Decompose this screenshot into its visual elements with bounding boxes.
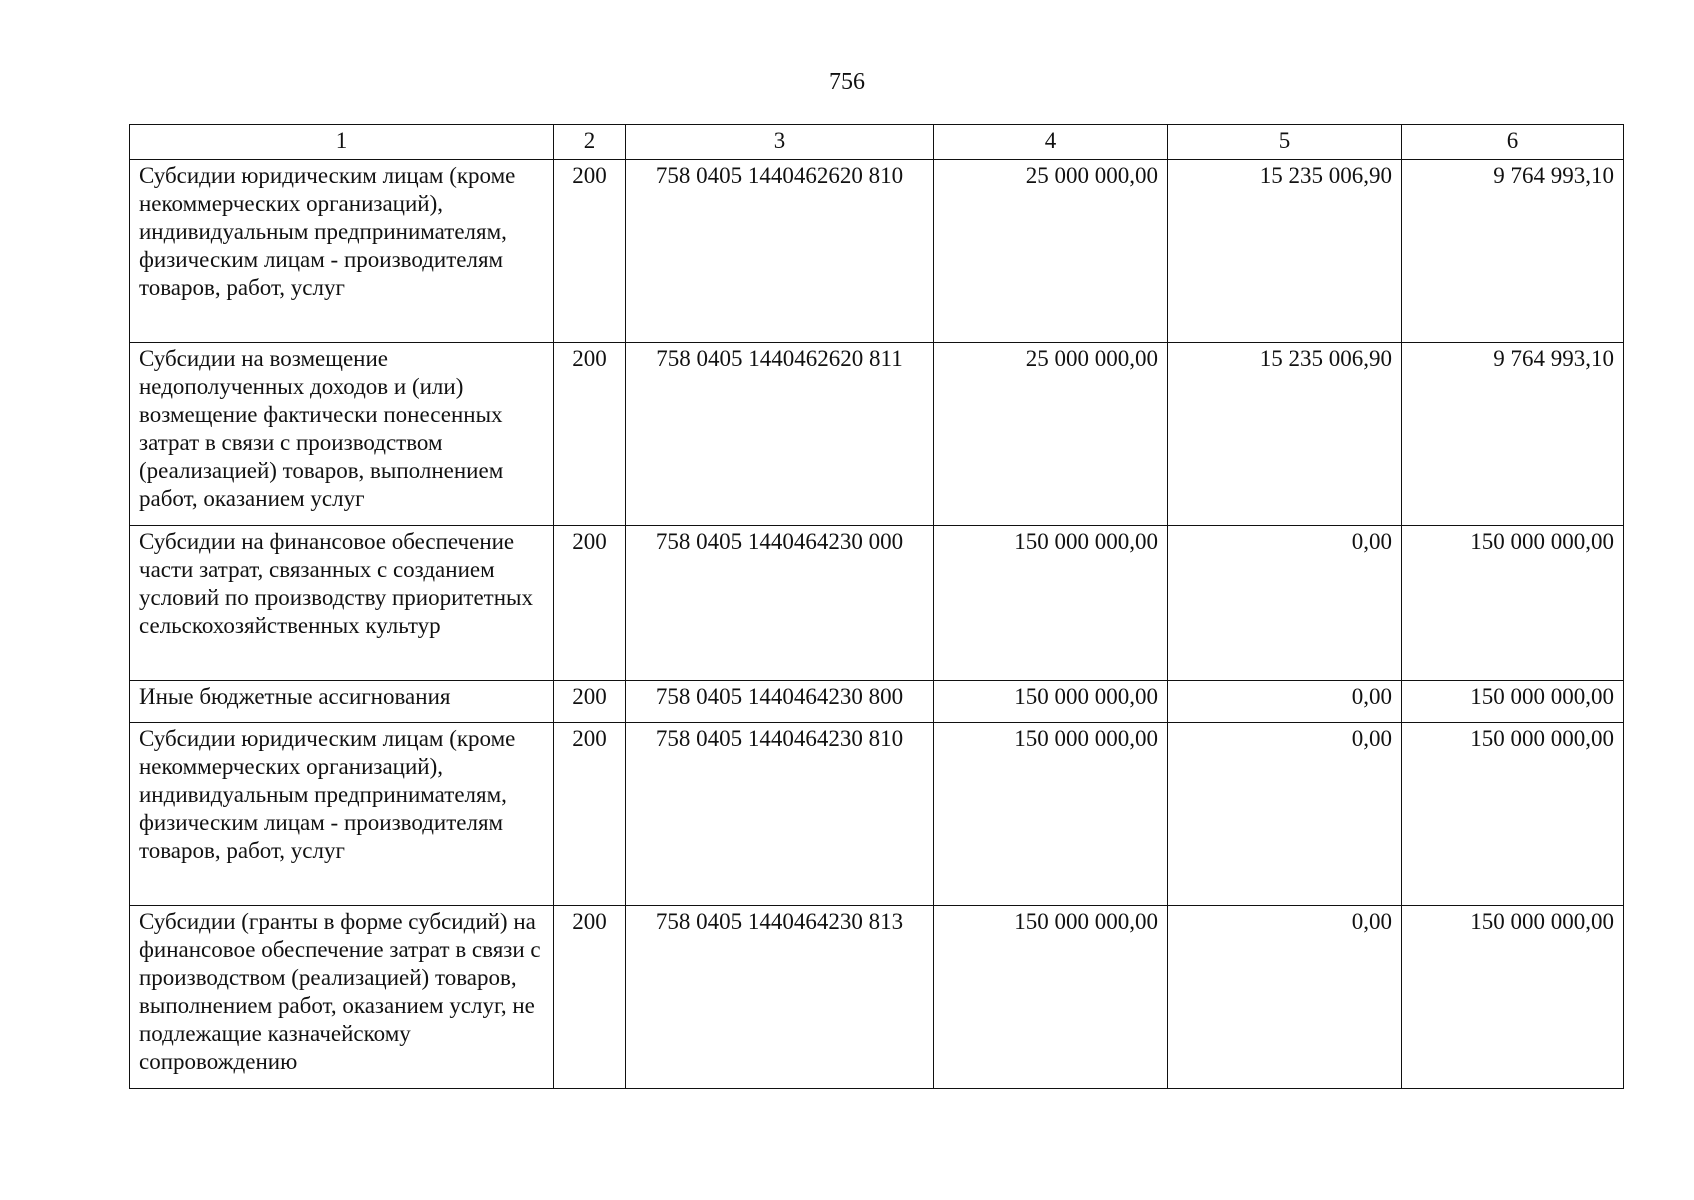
row-kbk-cell: 758 0405 1440462620 811: [626, 343, 934, 526]
row-code-cell: 200: [554, 681, 626, 723]
row-kbk-cell: 758 0405 1440464230 813: [626, 906, 934, 1089]
table-row: [130, 526, 1624, 681]
row-code-cell: 200: [554, 906, 626, 1089]
row-kbk-cell: 758 0405 1440464230 000: [626, 526, 934, 681]
row-approved-cell: 25 000 000,00: [934, 343, 1168, 526]
table-row: [130, 343, 1624, 526]
column-header-4: 4: [934, 125, 1168, 160]
header-row: [130, 125, 1624, 160]
column-header-1: 1: [130, 125, 554, 160]
row-name-cell: Субсидии на возмещение недополученных доходов и (или) возмещение фактически понесенных затрат в связи с производством (реализацией) товаров, выполнением работ, оказанием услуг: [130, 343, 554, 526]
row-name-cell: Иные бюджетные ассигнования: [130, 681, 554, 723]
row-kbk-cell: 758 0405 1440462620 810: [626, 160, 934, 343]
table-row: [130, 906, 1624, 1089]
column-header-3: 3: [626, 125, 934, 160]
table-row: [130, 681, 1624, 723]
row-executed-cell: 0,00: [1168, 681, 1402, 723]
row-kbk-cell: 758 0405 1440464230 810: [626, 723, 934, 906]
row-remaining-cell: 150 000 000,00: [1402, 723, 1624, 906]
column-header-2: 2: [554, 125, 626, 160]
row-remaining-cell: 9 764 993,10: [1402, 343, 1624, 526]
row-executed-cell: 15 235 006,90: [1168, 160, 1402, 343]
row-code-cell: 200: [554, 723, 626, 906]
row-executed-cell: 0,00: [1168, 906, 1402, 1089]
column-header-6: 6: [1402, 125, 1624, 160]
row-remaining-cell: 150 000 000,00: [1402, 681, 1624, 723]
row-name-cell: Субсидии юридическим лицам (кроме некоммерческих организаций), индивидуальным предпринимателям, физическим лицам - производителям товаров, работ, услуг: [130, 723, 554, 906]
row-code-cell: 200: [554, 160, 626, 343]
row-approved-cell: 150 000 000,00: [934, 723, 1168, 906]
row-remaining-cell: 150 000 000,00: [1402, 906, 1624, 1089]
row-code-cell: 200: [554, 343, 626, 526]
budget-table: [129, 124, 1624, 1089]
column-header-5: 5: [1168, 125, 1402, 160]
row-approved-cell: 150 000 000,00: [934, 906, 1168, 1089]
row-approved-cell: 150 000 000,00: [934, 526, 1168, 681]
row-executed-cell: 0,00: [1168, 723, 1402, 906]
table-row: [130, 160, 1624, 343]
table-row: [130, 723, 1624, 906]
row-kbk-cell: 758 0405 1440464230 800: [626, 681, 934, 723]
row-approved-cell: 25 000 000,00: [934, 160, 1168, 343]
row-remaining-cell: 9 764 993,10: [1402, 160, 1624, 343]
row-executed-cell: 15 235 006,90: [1168, 343, 1402, 526]
row-name-cell: Субсидии на финансовое обеспечение части затрат, связанных с созданием условий по производству приоритетных сельскохозяйственных культур: [130, 526, 554, 681]
page-number: 756: [829, 69, 865, 95]
row-code-cell: 200: [554, 526, 626, 681]
row-executed-cell: 0,00: [1168, 526, 1402, 681]
row-name-cell: Субсидии юридическим лицам (кроме некоммерческих организаций), индивидуальным предпринимателям, физическим лицам - производителям товаров, работ, услуг: [130, 160, 554, 343]
row-approved-cell: 150 000 000,00: [934, 681, 1168, 723]
row-remaining-cell: 150 000 000,00: [1402, 526, 1624, 681]
row-name-cell: Субсидии (гранты в форме субсидий) на финансовое обеспечение затрат в связи с производством (реализацией) товаров, выполнением работ, оказанием услуг, не подлежащие казначейскому сопровождению: [130, 906, 554, 1089]
